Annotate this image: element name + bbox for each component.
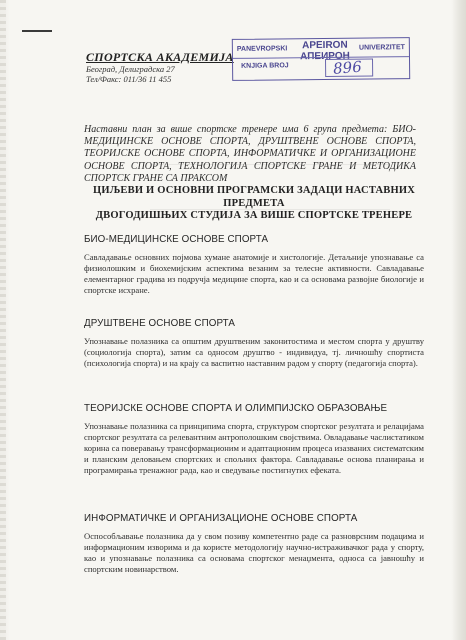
- document-title: [76, 185, 432, 223]
- scan-shadow: [452, 0, 466, 640]
- registry-stamp: [232, 37, 410, 81]
- section-body: Упознавање полазника са принципима спорта, структуром спортског резултата и релацијама спортског резултата са релевантним антрополошким својствима. Овладавање часлистатиком корина са поверавању трансформационим и адаптационим процеса изазваних систематским и планским деловањем спортских и спољних фактора. Савладавање основа планирања и програмирања тренажног рада, као и сведување постигнутих ефеката.: [84, 421, 424, 476]
- section-body: Упознавање полазника са општим друштвеним законитостима и местом спорта у друштву (социологија спорта), затим са односом друштво - индивидуа, тј. личношћу спортиста (психологија спорта) и на крају са васпитно наставним радом у спорту (педагогија спорта).: [84, 336, 424, 369]
- stamp-right-word: UNIVERZITET: [358, 43, 405, 52]
- stamp-logo-bottom: АПЕИРОН: [300, 50, 350, 63]
- header-dash: [22, 30, 52, 32]
- section-body: Оспособљавање полазника да у свом позиву компетентно раде са разноврсним подацима и информационим изворима и да користе методологију научно-истраживачког рада у спорту, као и упознавање полазника са основама спортског менаџмента, односа са јавношћу и спортским новинарством.: [84, 531, 424, 575]
- stamp-left-word: PANEVROPSKI: [236, 44, 288, 53]
- section-informatics: [84, 513, 424, 575]
- intro-paragraph: Наставни план за више спортске тренере има 6 група предмета: БИО-МЕДИЦИНСКЕ ОСНОВЕ СПОРТА, ДРУШТВЕНЕ ОСНОВЕ СПОРТА, ТЕОРИЈСКЕ ОСНОВЕ СПОРТА, ИНФОРМАТИЧКЕ И ОРГАНИЗАЦИОНЕ ОСНОВЕ СПОРТА, ТЕХНОЛОГИЈА СПОРТСКЕ ГРАНЕ И МЕТОДИКА СПОРТСК ГРАНЕ СА ПРАКСОМ: [84, 124, 416, 184]
- letterhead: [86, 50, 246, 84]
- section-heading: ИНФОРМАТИЧКЕ И ОРГАНИЗАЦИОНЕ ОСНОВЕ СПОРТА: [84, 513, 358, 524]
- section-theoretical: [84, 403, 424, 476]
- organization-name: СПОРТСКА АКАДЕМИЈА: [86, 50, 234, 64]
- organization-phone: Тел/Факс: 011/36 11 455: [86, 74, 172, 84]
- organization-address: Београд, Делиградска 27: [86, 64, 175, 74]
- section-biomedical: [84, 234, 424, 296]
- stamp-logo-top: APEIRON: [302, 39, 348, 52]
- section-heading: ТЕОРИЈСКЕ ОСНОВЕ СПОРТА И ОЛИМПИЈСКО ОБРАЗОВАЊЕ: [84, 403, 388, 414]
- stamp-handwritten-number: 896: [332, 57, 363, 78]
- stamp-label: KNJIGA BROJ: [241, 62, 289, 70]
- document-title-line-1: ЦИЉЕВИ И ОСНОВНИ ПРОГРАМСКИ ЗАДАЦИ НАСТАВНИХ ПРЕДМЕТА: [92, 185, 416, 209]
- section-heading: ДРУШТВЕНЕ ОСНОВЕ СПОРТА: [84, 318, 236, 329]
- section-heading: БИО-МЕДИЦИНСКЕ ОСНОВЕ СПОРТА: [84, 234, 269, 245]
- section-body: Савладавање основних појмова хумане анатомије и хистологије. Детаљније упознавање са физиолошким и биохемијским аспектима везаним за телесне активности. Савладавање елементарног градива из подручја медицине спорта, као и са основама развојне биологије и спортске исхране.: [84, 252, 424, 296]
- scan-edge: [0, 0, 6, 640]
- document-title-line-2: ДВОГОДИШЊИХ СТУДИЈА ЗА ВИШЕ СПОРТСКЕ ТРЕНЕРЕ: [95, 210, 413, 221]
- section-social: [84, 318, 424, 369]
